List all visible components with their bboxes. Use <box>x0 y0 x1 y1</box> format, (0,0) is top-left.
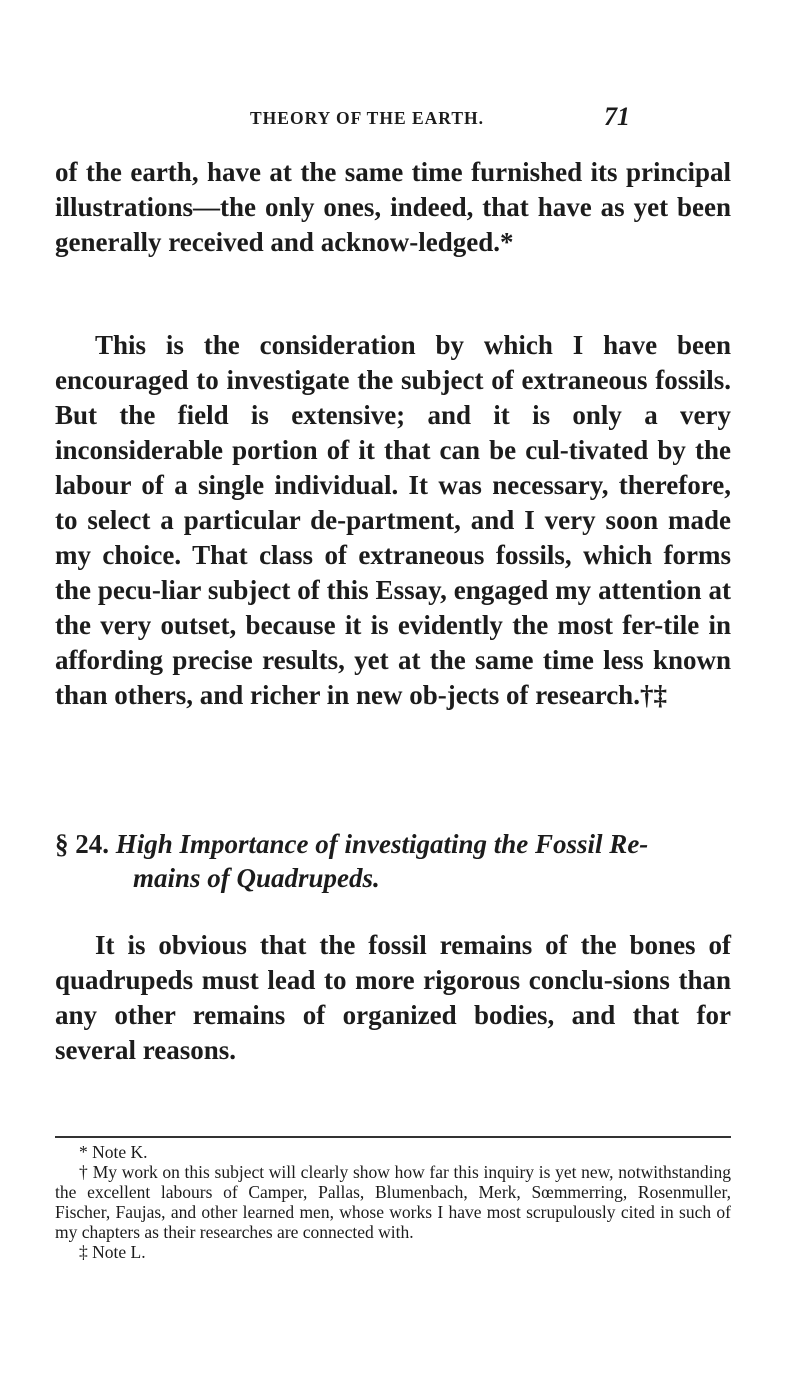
footnote-divider <box>55 1136 731 1138</box>
paragraph-3-text: It is obvious that the fossil remains of the bones of quadrupeds must lead to more rigorous conclu-sions than any other remains of organized bodies, and that for several reasons. <box>55 930 731 1065</box>
section-title-line-1: High Importance of investigating the Fossil Re- <box>115 829 649 859</box>
page-header <box>250 102 630 142</box>
paragraph-3 <box>55 928 731 1068</box>
running-head: THEORY OF THE EARTH. <box>250 108 484 128</box>
section-heading <box>55 827 731 895</box>
page-number: 71 <box>604 102 630 131</box>
paragraph-1 <box>55 155 731 260</box>
paragraph-1-text: of the earth, have at the same time furnished its principal illustrations—the only ones, indeed, that have as yet been generally received and acknow-ledged.* <box>55 157 731 257</box>
paragraph-2-text: This is the consideration by which I have been encouraged to investigate the subject of extraneous fossils. But the field is extensive; and it is only a very inconsiderable portion of it that can be cul-tivated by the labour of a single individual. It was necessary, therefore, to select a particular de-partment, and I very soon made my choice. That class of extraneous fossils, which forms the pecu-liar subject of this Essay, engaged my attention at the very outset, because it is evidently the most fer-tile in affording precise results, yet at the same time less known than others, and richer in new ob-jects of research.†‡ <box>55 330 731 710</box>
footnotes <box>55 1142 731 1262</box>
section-number: § 24. <box>55 829 109 859</box>
section-title-line-2: mains of Quadrupeds. <box>133 863 380 893</box>
footnote-3: ‡ Note L. <box>79 1242 146 1262</box>
paragraph-2 <box>55 328 731 713</box>
footnote-2: † My work on this subject will clearly show how far this inquiry is yet new, notwithstanding the excellent labours of Camper, Pallas, Blumenbach, Merk, Sœmmerring, Rosenmuller, Fischer, Faujas, and other learned men, whose works I have most scrupulously cited in such of my chapters as their researches are connected with. <box>55 1162 731 1242</box>
footnote-1: * Note K. <box>79 1142 148 1162</box>
